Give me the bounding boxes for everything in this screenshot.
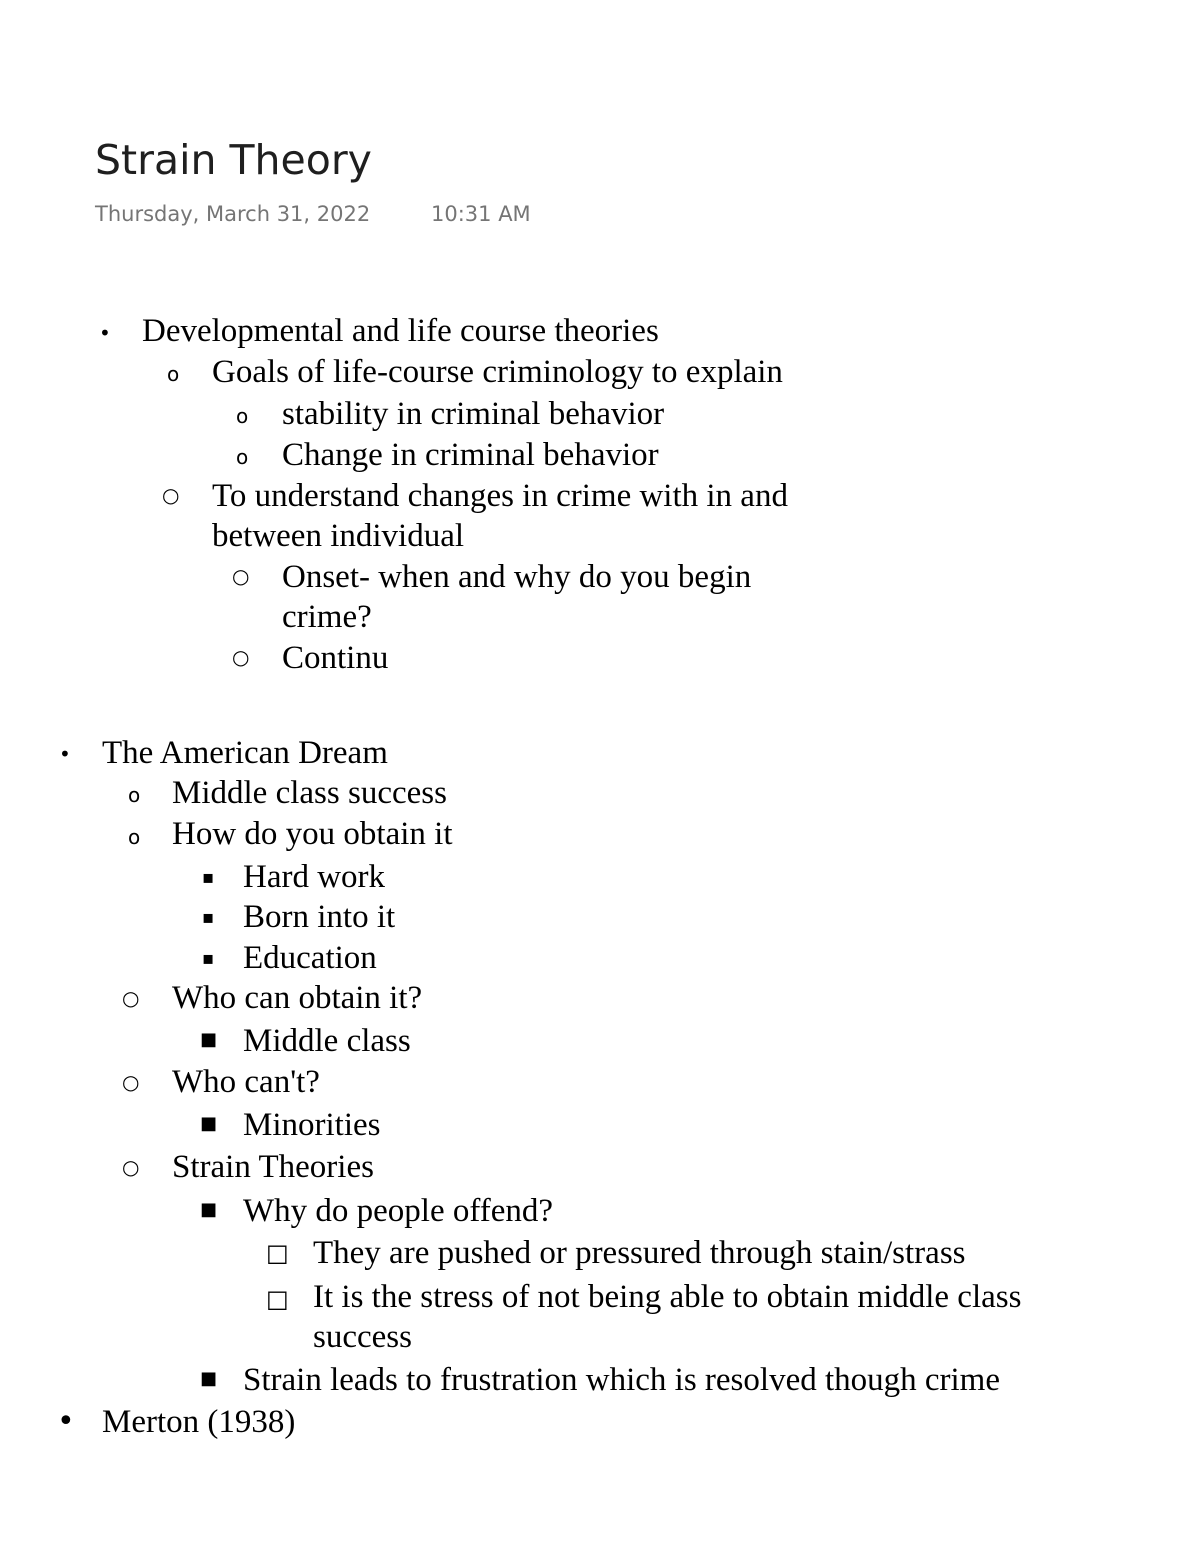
bullet-square-icon: ▪: [202, 867, 215, 888]
page-date: Thursday, March 31, 2022: [95, 202, 371, 226]
note-line: Who can obtain it?: [172, 980, 423, 1016]
note-line: Developmental and life course theories: [142, 313, 659, 349]
note-line: Why do people offend?: [243, 1193, 554, 1229]
bullet-hollow-square-icon: □: [266, 1285, 289, 1313]
note-line: Change in criminal behavior: [282, 437, 659, 473]
note-line: Merton (1938): [102, 1404, 296, 1440]
note-line: Education: [243, 940, 377, 976]
bullet-filled-square-icon: ■: [200, 1368, 218, 1389]
note-line: They are pushed or pressured through stain/strass: [313, 1235, 966, 1271]
note-line: Strain Theories: [172, 1149, 374, 1185]
bullet-square-icon: ▪: [202, 948, 215, 969]
bullet-square-icon: ▪: [202, 907, 215, 928]
note-line: Middle class: [243, 1023, 411, 1059]
bullet-circle-icon: ○: [232, 645, 250, 669]
bullet-circle-icon: ○: [122, 1155, 140, 1179]
page-time: 10:31 AM: [431, 202, 531, 226]
note-line: Born into it: [243, 899, 396, 935]
bullet-circle-icon: ○: [122, 986, 140, 1010]
bullet-dot-icon: •: [57, 1404, 75, 1439]
note-line: Continu: [282, 640, 389, 676]
bullet-small-circle-icon: o: [128, 825, 141, 849]
bullet-circle-icon: ○: [232, 564, 250, 588]
bullet-small-circle-icon: o: [236, 404, 249, 428]
note-line: success: [313, 1319, 412, 1355]
note-line: It is the stress of not being able to obtain middle class: [313, 1279, 1022, 1315]
note-line: How do you obtain it: [172, 816, 453, 852]
note-line: Middle class success: [172, 775, 447, 811]
bullet-small-circle-icon: o: [128, 783, 141, 807]
bullet-filled-square-icon: ■: [200, 1199, 218, 1220]
bullet-circle-icon: ○: [122, 1070, 140, 1094]
note-line: between individual: [212, 518, 465, 554]
bullet-small-circle-icon: o: [167, 362, 180, 386]
note-line: Strain leads to frustration which is resolved though crime: [243, 1362, 1001, 1398]
bullet-hollow-square-icon: □: [266, 1239, 289, 1267]
note-line: Who can't?: [172, 1064, 320, 1100]
note-line: Onset- when and why do you begin: [282, 559, 752, 595]
bullet-filled-square-icon: ■: [200, 1113, 218, 1134]
bullet-filled-square-icon: ■: [200, 1029, 218, 1050]
note-line: Minorities: [243, 1107, 381, 1143]
page-title: Strain Theory: [95, 136, 372, 184]
note-line: To understand changes in crime with in and: [212, 478, 788, 514]
bullet-small-circle-icon: o: [236, 445, 249, 469]
note-line: Goals of life-course criminology to explain: [212, 354, 783, 390]
note-line: stability in criminal behavior: [282, 396, 665, 432]
bullet-dot-icon: •: [99, 321, 111, 345]
bullet-dot-icon: •: [59, 742, 71, 766]
bullet-circle-icon: ○: [162, 483, 180, 507]
note-line: crime?: [282, 599, 372, 635]
note-line: The American Dream: [102, 735, 388, 771]
note-line: Hard work: [243, 859, 386, 895]
